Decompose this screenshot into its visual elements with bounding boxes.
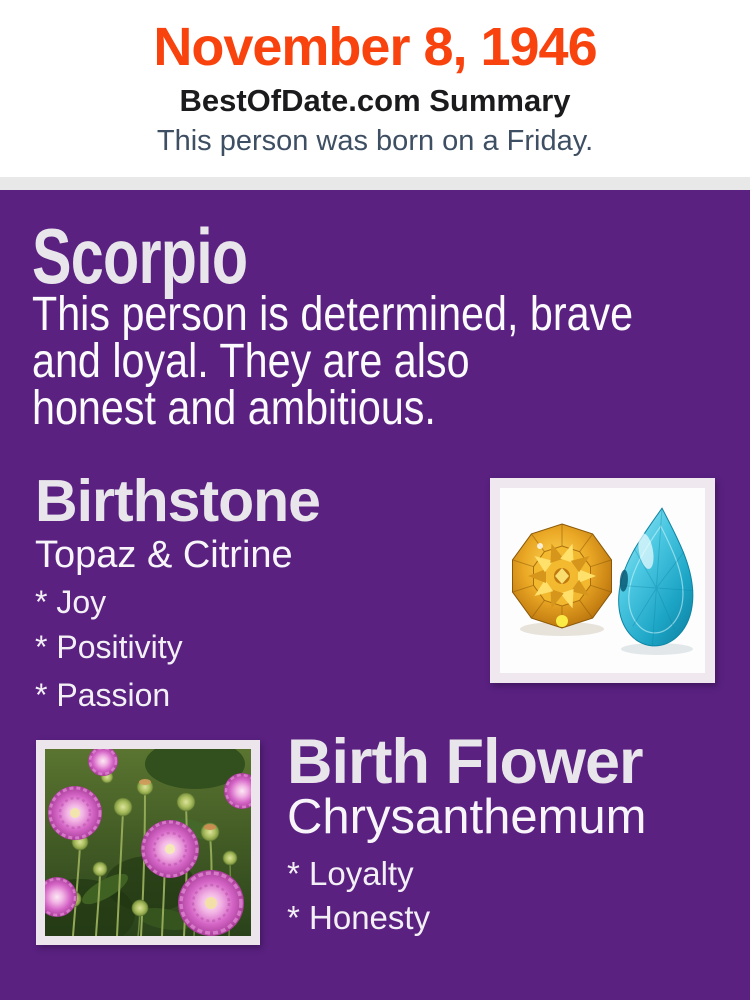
birthstone-photo-frame xyxy=(490,478,715,683)
birth-flower-name: Chrysanthemum xyxy=(287,790,647,844)
born-day-line: This person was born on a Friday. xyxy=(156,125,594,157)
chrysanthemum-flowers-image xyxy=(45,749,251,936)
flower-photo-frame xyxy=(36,740,260,945)
birth-flower-heading: Birth Flower xyxy=(287,727,643,797)
site-summary: BestOfDate.com Summary xyxy=(179,83,571,118)
zodiac-description-line-1: This person is determined, brave xyxy=(32,288,634,341)
birth-flower-trait: * Loyalty xyxy=(287,855,414,892)
zodiac-sign-title: Scorpio xyxy=(32,212,248,300)
birthstone-photo xyxy=(500,488,705,673)
zodiac-description xyxy=(32,288,634,435)
birthstone-trait: * Passion xyxy=(35,677,171,713)
birthstone-trait: * Joy xyxy=(35,584,107,620)
birth-flower-trait: * Honesty xyxy=(287,899,431,936)
birthstone-names: Topaz & Citrine xyxy=(35,534,293,576)
flower-photo xyxy=(45,749,251,936)
header-section xyxy=(0,0,750,177)
zodiac-description-line-3: honest and ambitious. xyxy=(32,382,436,435)
zodiac-description-line-2: and loyal. They are also xyxy=(32,335,470,388)
topaz-citrine-gems-image xyxy=(500,488,705,673)
divider-strip xyxy=(0,177,750,190)
birthstone-heading: Birthstone xyxy=(35,468,320,534)
birthstone-trait: * Positivity xyxy=(35,629,183,665)
round-citrine-gem xyxy=(513,524,612,628)
date-title: November 8, 1946 xyxy=(153,17,597,77)
